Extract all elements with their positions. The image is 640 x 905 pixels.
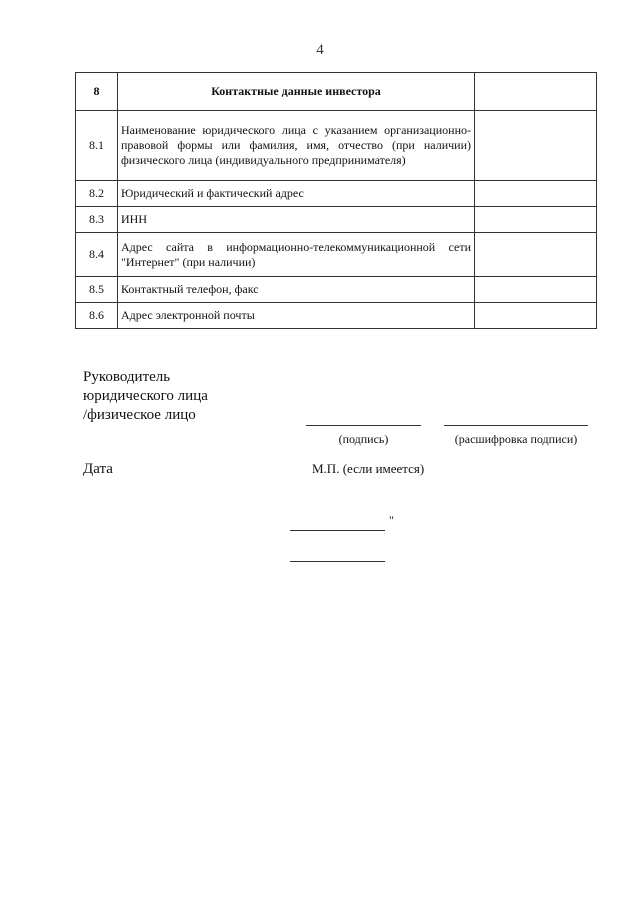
- row-label: Адрес электронной почты: [118, 303, 475, 329]
- row-label: ИНН: [118, 207, 475, 233]
- section-number: 8: [76, 73, 118, 111]
- row-number: 8.2: [76, 181, 118, 207]
- table-header-row: [76, 73, 597, 111]
- investor-contacts-table: [75, 72, 597, 329]
- date-label: Дата: [83, 461, 113, 477]
- value-cell[interactable]: [475, 277, 597, 303]
- page-number: 4: [316, 42, 324, 58]
- table-row: [76, 181, 597, 207]
- value-cell[interactable]: [475, 233, 597, 277]
- row-label: Наименование юридического лица с указанием организационно-правовой формы или фамилия, имя, отчество (при наличии) физического лица (индивидуального предпринимателя): [118, 111, 475, 181]
- row-number: 8.5: [76, 277, 118, 303]
- date-year-line[interactable]: [290, 561, 385, 562]
- row-number: 8.6: [76, 303, 118, 329]
- row-label: Юридический и фактический адрес: [118, 181, 475, 207]
- table-row: [76, 303, 597, 329]
- value-cell[interactable]: [475, 303, 597, 329]
- value-cell[interactable]: [475, 111, 597, 181]
- table-row: [76, 277, 597, 303]
- section-title: Контактные данные инвестора: [118, 73, 475, 111]
- row-label: Контактный телефон, факс: [118, 277, 475, 303]
- row-number: 8.1: [76, 111, 118, 181]
- table-row: [76, 207, 597, 233]
- row-number: 8.4: [76, 233, 118, 277]
- value-cell[interactable]: [475, 207, 597, 233]
- row-label: Адрес сайта в информационно-телекоммуникационной сети "Интернет" (при наличии): [118, 233, 475, 277]
- signature-line[interactable]: [306, 425, 421, 426]
- signature-caption: (подпись): [338, 432, 389, 446]
- signatory-role: [83, 368, 208, 425]
- signature-decode-line[interactable]: [444, 425, 588, 426]
- date-day-line[interactable]: [290, 530, 385, 531]
- date-quote-mark: ": [389, 513, 394, 527]
- table-row: [76, 233, 597, 277]
- table-row: [76, 111, 597, 181]
- signature-decode-caption: (расшифровка подписи): [454, 432, 578, 446]
- stamp-label: М.П. (если имеется): [312, 461, 425, 476]
- role-line: Руководитель: [83, 369, 171, 385]
- role-line: юридического лица: [83, 388, 208, 404]
- row-number: 8.3: [76, 207, 118, 233]
- role-line: /физическое лицо: [83, 407, 196, 423]
- value-cell[interactable]: [475, 181, 597, 207]
- value-cell[interactable]: [475, 73, 597, 111]
